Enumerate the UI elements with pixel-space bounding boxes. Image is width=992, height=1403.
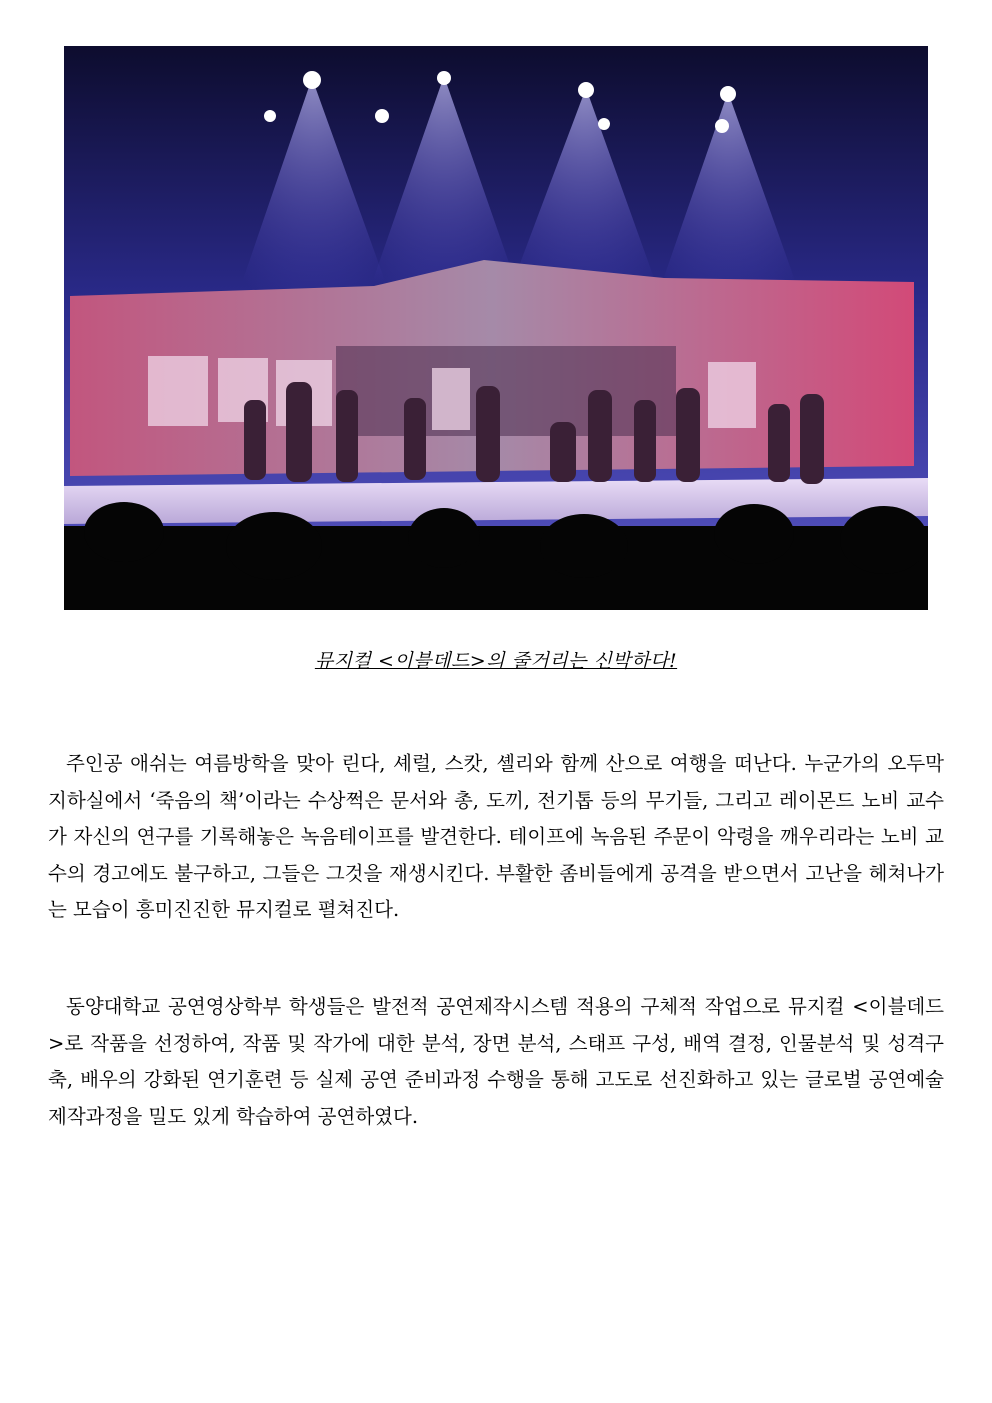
photo-caption: 뮤지컬 <이블데드>의 줄거리는 신박하다! [314, 650, 678, 672]
stage-photo [64, 46, 928, 610]
body-paragraph: 주인공 애쉬는 여름방학을 맞아 린다, 셰럴, 스캇, 셸리와 함께 산으로 여행을 떠난다. 누군가의 오두막 지하실에서 ‘죽음의 책’이라는 수상쩍은 문서와 총, 도끼, 전기톱 등의 무기들, 그리고 레이몬드 노비 교수가 자신의 연구를 기록해놓은 녹음테이프를 발견한다. 테이프에 녹음된 주문이 악령을 깨우리라는 노비 교수의 경고에도 불구하고, 그들은 그것을 재생시킨다. 부활한 좀비들에게 공격을 받으면서 고난을 헤쳐나가는 모습이 흥미진진한 뮤지컬로 펼쳐진다. [48, 752, 944, 921]
body-paragraph: 동양대학교 공연영상학부 학생들은 발전적 공연제작시스템 적용의 구체적 작업으로 뮤지컬 <이블데드>로 작품을 선정하여, 작품 및 작가에 대한 분석, 장면 분석, 스태프 구성, 배역 결정, 인물분석 및 성격구축, 배우의 강화된 연기훈련 등 실제 공연 준비과정 수행을 통해 고도로 선진화하고 있는 글로벌 공연예술 제작과정을 밀도 있게 학습하여 공연하였다. [48, 995, 944, 1128]
stage-floor [64, 478, 928, 524]
stage-illustration [64, 46, 928, 610]
